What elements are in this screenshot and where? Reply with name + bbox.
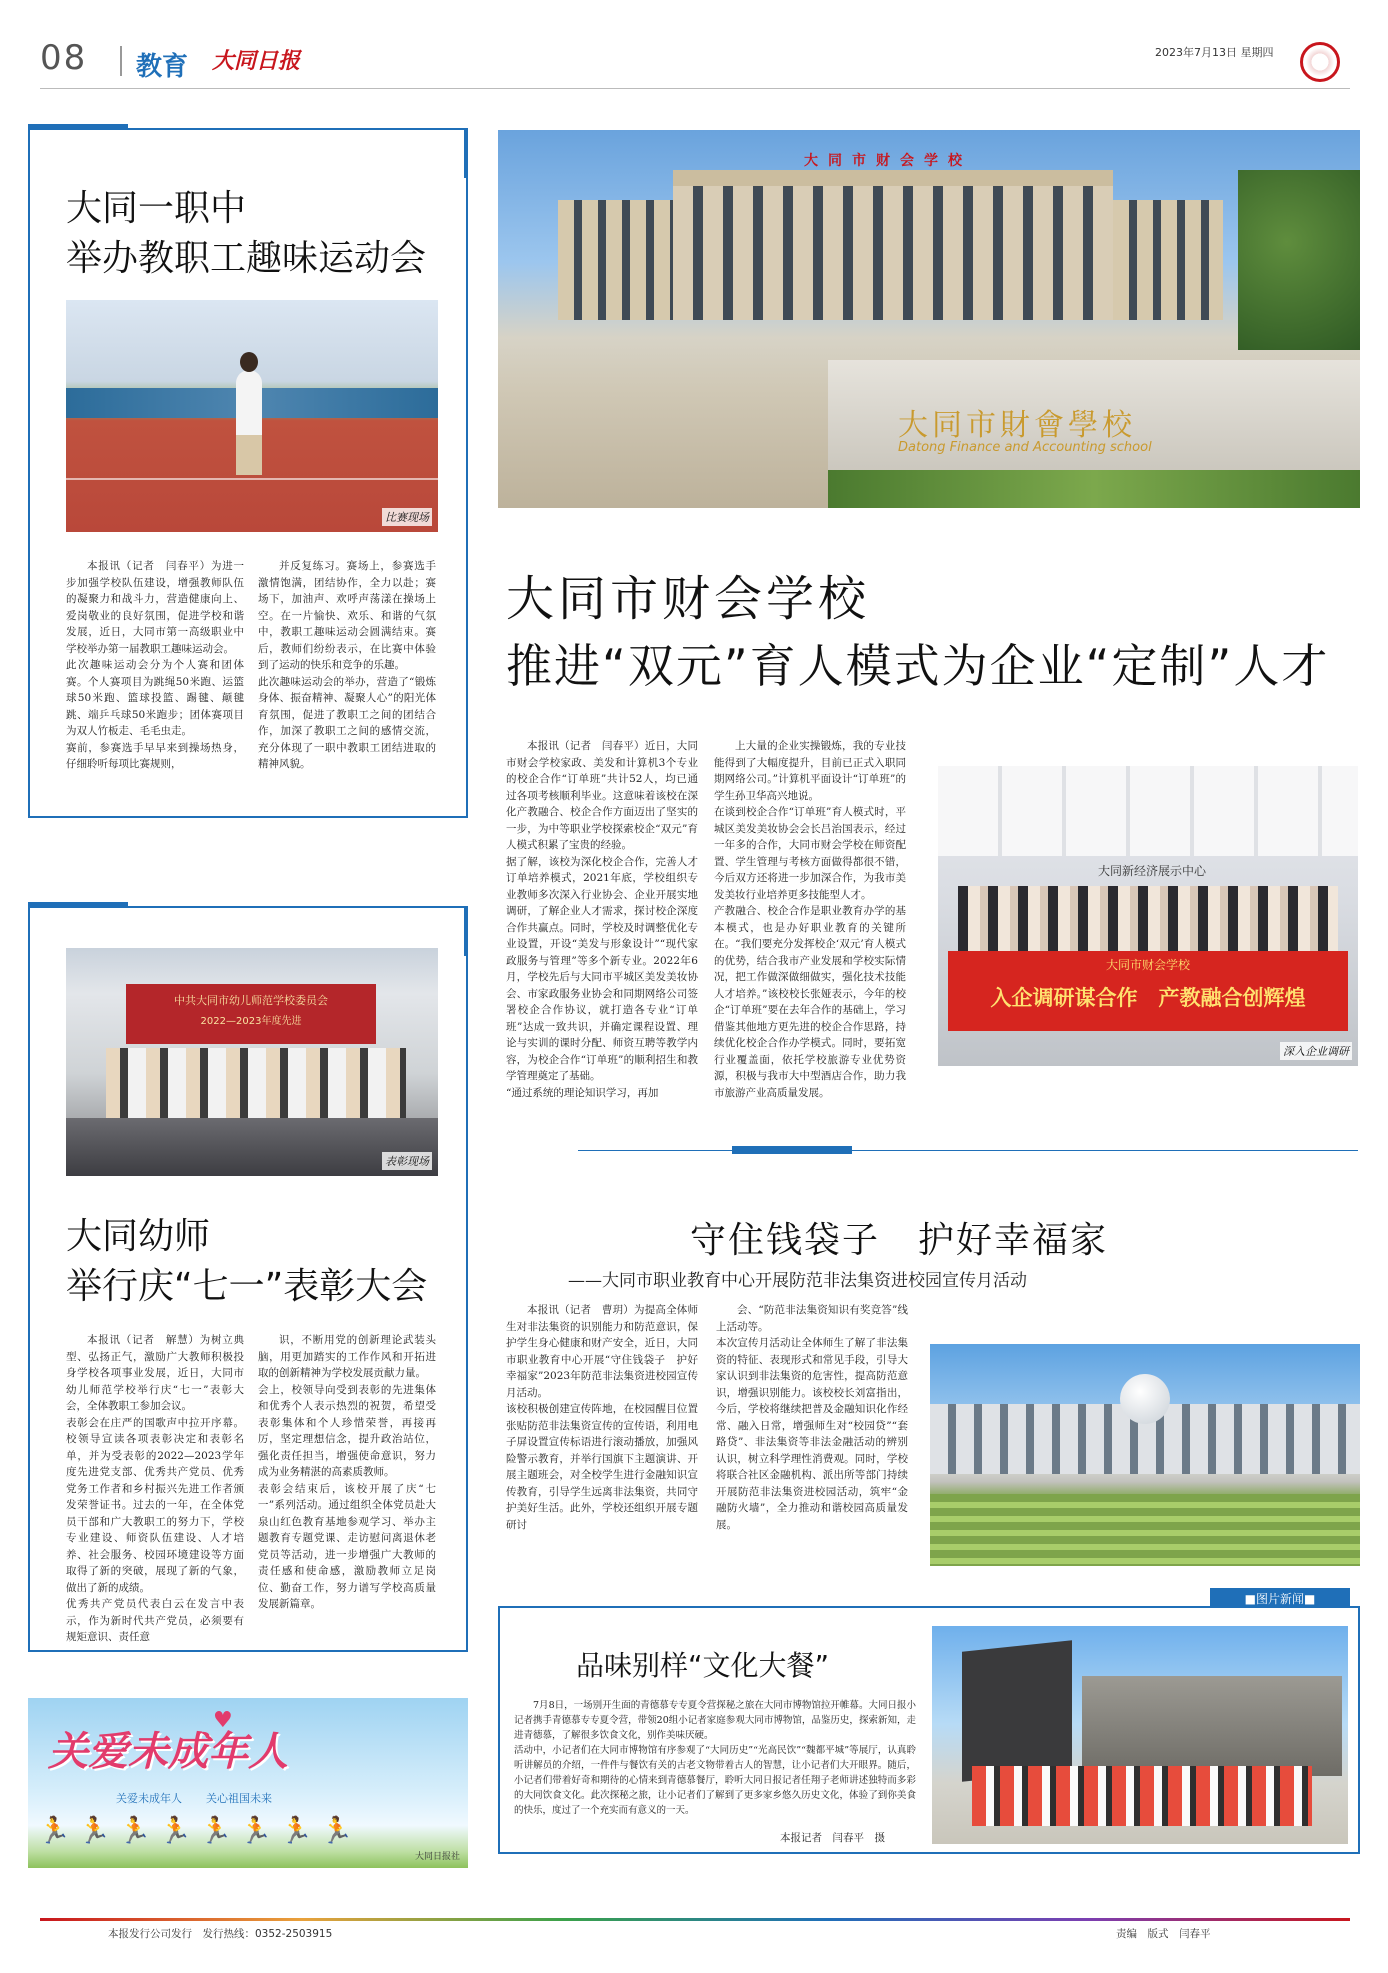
ad-slogan2: 关心祖国未来 — [206, 1792, 272, 1805]
photo-caption: 深入企业调研 — [1280, 1042, 1352, 1060]
page-number: 08 — [40, 38, 88, 78]
banner-text: 入企调研谋合作 产教融合创辉煌 — [990, 986, 1306, 1010]
footer-gradient-bar — [40, 1918, 1350, 1921]
article-col2: 并反复练习。赛场上，参赛选手激情饱满，团结协作，全力以赴；赛场下，加油声、欢呼声荡漾在操场上空。在一片愉快、欢乐、和谐的气氛中，教职工趣味运动会圆满结束。赛后，教师们纷纷表示，在比赛中体验到了运动的快乐和竞争的乐趣。 此次趣味运动会的举办，营造了“锻炼身体、振奋精神、凝聚人心”的阳光体育氛围，促进了教职工之间的团结合作，加深了教职工之间的感情交流，充分体现了一职中教职工团结进取的精神风貌。 — [258, 560, 436, 770]
article-col2: 会、“防范非法集资知识有奖竞答”线上活动等。 本次宣传月活动让全体师生了解了非法集资的特征、表现形式和常见手段，引导大家认识到非法集资的危害性，提高防范意识，增强识别能力。该校校长刘富指出，今后，学校将继续把普及金融知识化作经常、融入日常，增强师生对“校园贷”“套路贷”、非法集资等非法金融活动的辨别认识，树立科学理性消费观。同时，学校将联合社区金融机构、派出所等部门持续开展防范非法集资进校园活动，筑牢“金融防火墙”，全力推动和谐校园高质量发展。 — [716, 1304, 908, 1531]
accent-bar — [28, 124, 128, 130]
photo-caption: 表彰现场 — [382, 1152, 432, 1170]
article-col1: 本报讯（记者 闫春平）为进一步加强学校队伍建设，增强教师队伍的凝聚力和战斗力，营造健康向上、爱岗敬业的良好氛围，促进学校和谐发展，近日，大同市第一高级职业中学校举办第一届教职工趣味运动会。 此次趣味运动会分为个人赛和团体赛。个人赛项目为跳绳50米跑、运篮球50米跑、篮球投篮、踢毽、颠毽跳、端乒乓球50米跑步；团体赛项目为双人竹板走、毛毛虫走。 赛前，参赛选手早早来到操场热身，仔细聆听每项比赛规则， — [66, 560, 244, 770]
masthead-logo: 大同日报 — [212, 48, 301, 74]
newspaper-seal-icon — [1300, 42, 1340, 82]
accent-bar — [464, 128, 468, 178]
picture-news-label: ■图片新闻■ — [1210, 1588, 1350, 1608]
finance-school-photo — [498, 130, 1360, 508]
exhibition-center-title: 大同新经济展示中心 — [1098, 864, 1207, 878]
article-col1: 本报讯（记者 曹玥）为提高全体师生对非法集资的识别能力和防范意识，保护学生身心健康和财产安全，近日，大同市职业教育中心开展“守住钱袋子 护好幸福家”2023年防范非法集资进校园宣传月活动。 该校积极创建宣传阵地，在校园醒目位置张贴防范非法集资宣传的宣传语，利用电子屏设置宣传标语进行滚动播放，加强风险警示教育，并举行国旗下主题演讲、开展主题班会，对全校学生进行金融知识宣传教育，引导学生远离非法集资，共同守护美好生活。此外，学校还组织开展专题研讨 — [506, 1304, 698, 1531]
page-header — [0, 0, 1388, 100]
commendation-photo: 中共大同市幼儿师范学校委员会 2022—2023年度先进 表彰现场 — [66, 948, 438, 1176]
footer — [0, 1900, 1388, 1973]
article4-subtitle: ——大同市职业教育中心开展防范非法集资进校园宣传月活动 — [568, 1271, 1027, 1291]
headline-line1: 大同幼师 — [66, 1216, 211, 1257]
accent-bar — [464, 906, 468, 956]
article-picture-news — [498, 1592, 1360, 1854]
footer-distribution: 本报发行公司发行 发行热线：0352-2503915 — [108, 1928, 333, 1940]
ad-slogan1: 关爱未成年人 — [116, 1792, 182, 1805]
ad-title: 关爱未成年人 — [48, 1729, 288, 1775]
header-rule — [40, 88, 1350, 89]
heart-icon: ♥ — [213, 1708, 233, 1733]
article5-body: 7月8日，一场别开生面的青德慕专专夏令营探秘之旅在大同市博物馆拉开帷幕。大同日报小记者携手青德慕专专夏令营，带领20组小记者家庭参观大同市博物馆，品鉴历史，探索新知，走进青德慕，了解很多饮食文化，别作美味厌硬。 活动中，小记者们在大同市博物馆有序参观了“大同历史”“光高民饮”“魏都平城”等展厅，认真聆听讲解员的介绍，一件件与餐饮有关的古老文物带着古人的智慧，让小记者们大开眼界。随后，小记者们带着好奇和期待的心情来到青德慕餐厅，聆听大同日报记者任翔子老师讲述独特而多彩的大同饮食文化。此次探秘之旅，让小记者们了解到了更多家乡悠久历史文化，体验了到你美食的快乐，度过了一个充实而有意义的一天。 — [514, 1700, 916, 1816]
article-col2: 识，不断用党的创新理论武装头脑，用更加踏实的工作作风和开拓进取的创新精神为学校发展贡献力量。 会上，校领导向受到表彰的先进集体和优秀个人表示热烈的祝贺，希望受表彰集体和个人珍惜荣誉，再接再厉，坚定理想信念，提升政治站位，强化责任担当，增强使命意识，努力成为业务精湛的高素质教师。 表彰会结束后，该校开展了庆“七一”系列活动。通过组织全体党员赴大泉山红色教育基地参观学习、举办主题教育专题党课、走访慰问离退休老党员等活动，进一步增强广大教师的责任感和使命感，激励教师立足岗位、勤奋工作，努力谱写学校高质量发展新篇章。 — [258, 1334, 436, 1610]
header-divider — [120, 46, 122, 76]
article-commendation — [28, 906, 468, 1652]
ad-credit: 大同日报社 — [414, 1852, 460, 1862]
vocational-center-photo — [930, 1344, 1360, 1566]
school-stone-cn: 大同市財會學校 — [898, 408, 1136, 443]
article-col2: 上大量的企业实操锻炼，我的专业技能得到了大幅度提升，目前已正式入职同期网络公司。”计算机平面设计“订单班”的学生孙卫华高兴地说。 在谈到校企合作“订单班”育人模式时，平城区美发美妆协会会长吕治国表示，经过一年多的合作，大同市财会学校在师资配置、学生管理与考核方面做得都很不错，今后双方还将进一步加深合作，为我市美发美妆行业培养更多技能型人才。 产教融合、校企合作是职业教育办学的基本模式，也是办好职业教育的关键所在。“我们要充分发挥校企‘双元’育人模式的优势，结合我市产业发展和学校实际情况，把工作做深做细做实，强化技术技能人才培养。”该校校长张娅表示，今年的校企“订单班”要在去年合作的基础上，学习借鉴其他地方更先进的校企合作思路，持续优化校企合作办学模式。同时，要拓宽行业覆盖面，依托学校旅游专业优势资源，积极与我市大中型酒店合作，助力我市旅游产业高质量发展。 — [714, 740, 906, 1099]
accent-bar — [732, 1146, 852, 1154]
article-col1: 本报讯（记者 解慧）为树立典型、弘扬正气，激励广大教师积极投身学校各项事业发展，近日，大同市幼儿师范学校举行庆“七一”表彰大会，全体教职工参加会议。 表彰会在庄严的国歌声中拉开序幕。校领导宣读各项表彰决定和表彰名单，并为受表彰的2022—2023学年度先进党支部、优秀共产党员、优秀党务工作者和乡村振兴先进工作者颁发荣誉证书。过去的一年，在全体党员干部和广大教职工的努力下，学校专业建设、师资队伍建设、人才培养、社会服务、校园环境建设等方面取得了新的突破，展现了新的气象，做出了新的成绩。 优秀共产党员代表白云在发言中表示，作为新时代共产党员，必须要有规矩意识、责任意 — [66, 1334, 244, 1643]
school-stone-en: Datong Finance and Accounting school — [898, 440, 1152, 455]
article5-byline: 本报记者 闫春平 摄 — [780, 1832, 885, 1844]
article-col1: 本报讯（记者 闫春平）近日，大同市财会学校家政、美发和计算机3个专业的校企合作“订单班”共计52人，均已通过各项考核顺利毕业。这意味着该校在深化产教融合、校企合作方面迈出了坚实的一步，为中等职业学校探索校企“双元”育人模式积累了宝贵的经验。 据了解，该校为深化校企合作，完善人才订单培养模式，2021年底，学校组织专业教师多次深入行业协会、企业开展实地调研，了解企业人才需求，探讨校企深度合作共赢点。同时，学校及时调整优化专业设置，开设“美发与形象设计”“现代家政服务与管理”等多个新专业。2022年6月，学校先后与大同市平城区美发美妆协会、市家政服务业协会和同期网络公司签署校企合作协议，就打造各专业“订单班”达成一致共识，并确定课程设置、理论与实训的课时分配、师资互聘等教学内容，为校企合作“订单班”的顺利招生和教学管理奠定了基础。 “通过系统的理论知识学习，再加 — [506, 740, 698, 1099]
museum-photo — [932, 1626, 1348, 1844]
section-rule — [578, 1150, 1358, 1151]
section-name: 教育 — [136, 52, 189, 82]
headline-line2: 举办教职工趣味运动会 — [66, 238, 427, 279]
banner-top: 大同市财会学校 — [1105, 958, 1190, 972]
enterprise-visit-photo — [938, 766, 1358, 1066]
footer-editor: 责编 版式 闫春平 — [1116, 1928, 1211, 1940]
photo-caption: 比赛现场 — [382, 508, 432, 526]
article4-title: 守住钱袋子 护好幸福家 — [690, 1220, 1109, 1261]
headline-line1: 大同市财会学校 — [506, 571, 871, 627]
headline-line1: 大同一职中 — [66, 188, 247, 229]
accent-bar — [28, 902, 128, 908]
public-service-ad — [28, 1698, 468, 1868]
children-silhouettes-icon: 🏃🏃🏃🏃🏃🏃🏃🏃 — [38, 1816, 361, 1846]
building-sign: 大同市财会学校 — [804, 153, 972, 169]
issue-date: 2023年7月13日 星期四 — [1155, 46, 1274, 59]
sports-meet-photo — [66, 300, 438, 532]
headline-line2: 推进“双元”育人模式为企业“定制”人才 — [506, 639, 1330, 693]
headline-line2: 举行庆“七一”表彰大会 — [66, 1266, 428, 1307]
article5-title: 品味别样“文化大餐” — [576, 1649, 830, 1682]
article-sports-meet — [28, 128, 468, 818]
